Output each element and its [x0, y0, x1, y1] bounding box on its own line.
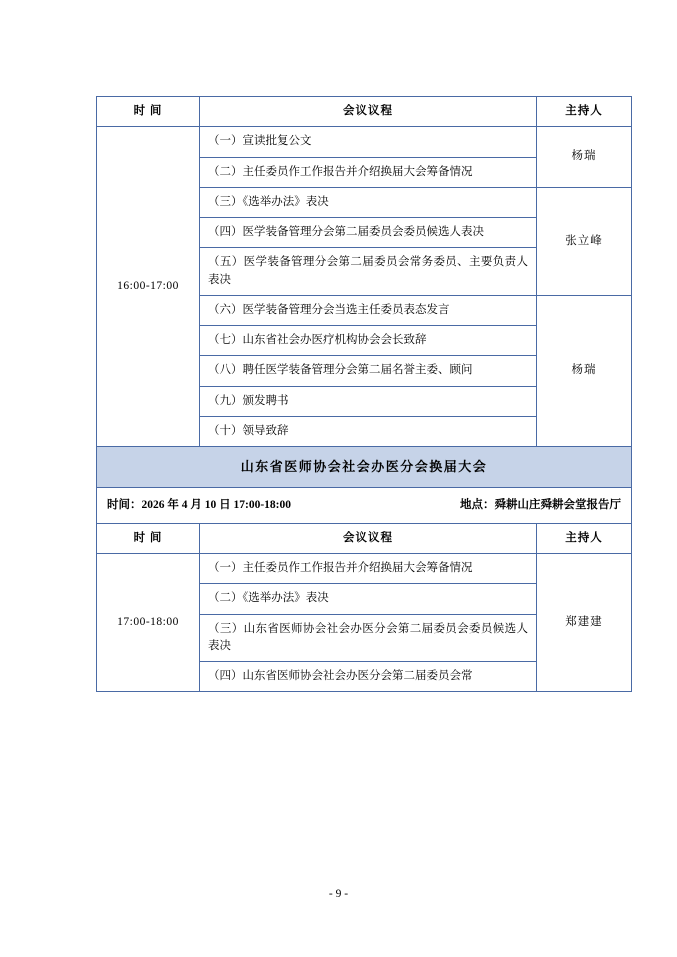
agenda-item-2: （二）主任委员作工作报告并介绍换届大会筹备情况 — [200, 157, 537, 187]
section-meta-row — [97, 487, 632, 523]
agenda-table-first — [96, 96, 632, 692]
agenda-item-1: （一）宣读批复公文 — [200, 127, 537, 157]
host-cell-2: 张立峰 — [537, 187, 632, 295]
host-cell-4: 郑建建 — [537, 554, 632, 692]
header-host: 主持人 — [537, 97, 632, 127]
header-agenda: 会议议程 — [200, 97, 537, 127]
agenda-item-6: （六）医学装备管理分会当选主任委员表态发言 — [200, 295, 537, 325]
header-time: 时 间 — [97, 97, 200, 127]
agenda-item-5: （五）医学装备管理分会第二届委员会常务委员、主要负责人表决 — [200, 248, 537, 296]
agenda-item-10: （十）领导致辞 — [200, 416, 537, 446]
agenda2-item-1: （一）主任委员作工作报告并介绍换届大会筹备情况 — [200, 554, 537, 584]
time-cell-16-17: 16:00-17:00 — [97, 127, 200, 447]
page-content — [96, 96, 621, 692]
host-cell-1: 杨瑞 — [537, 127, 632, 188]
table-header-row — [97, 97, 632, 127]
agenda-item-9: （九）颁发聘书 — [200, 386, 537, 416]
agenda2-item-4: （四）山东省医师协会社会办医分会第二届委员会常 — [200, 662, 537, 692]
header-time-2: 时 间 — [97, 523, 200, 553]
section-meta — [97, 487, 632, 523]
table-row — [97, 127, 632, 157]
page-number: - 9 - — [328, 888, 349, 900]
agenda2-item-3: （三）山东省医师协会社会办医分会第二届委员会委员候选人表决 — [200, 614, 537, 662]
header-agenda-2: 会议议程 — [200, 523, 537, 553]
section-time: 时间：2026 年 4 月 10 日 17:00-18:00 — [107, 498, 291, 511]
section-place: 地点：舜耕山庄舜耕会堂报告厅 — [460, 498, 621, 511]
header-host-2: 主持人 — [537, 523, 632, 553]
agenda-item-4: （四）医学装备管理分会第二届委员会委员候选人表决 — [200, 218, 537, 248]
section-title-row — [97, 447, 632, 488]
table-header-row-second — [97, 523, 632, 553]
agenda-item-7: （七）山东省社会办医疗机构协会会长致辞 — [200, 326, 537, 356]
agenda-item-8: （八）聘任医学装备管理分会第二届名誉主委、顾问 — [200, 356, 537, 386]
table-row — [97, 554, 632, 584]
agenda-item-3: （三）《选举办法》表决 — [200, 187, 537, 217]
host-cell-3: 杨瑞 — [537, 295, 632, 446]
agenda2-item-2: （二）《选举办法》表决 — [200, 584, 537, 614]
time-cell-17-18: 17:00-18:00 — [97, 554, 200, 692]
section-title: 山东省医师协会社会办医分会换届大会 — [97, 447, 632, 488]
